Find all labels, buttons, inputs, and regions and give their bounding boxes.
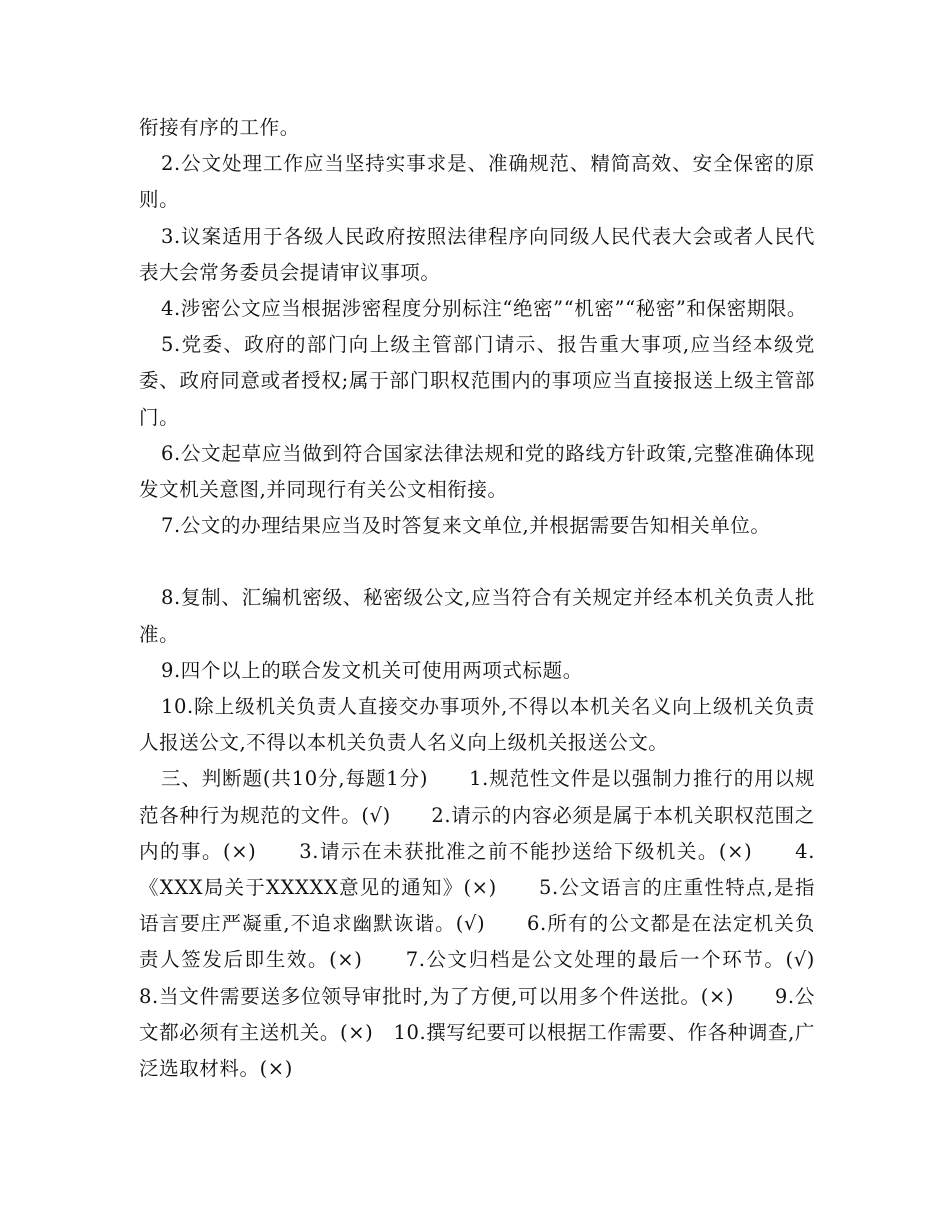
- section-true-false-questions: 三、判断题(共10分,每题1分) 1.规范性文件是以强制力推行的用以规范各种行为规范的文件。(√) 2.请示的内容必须是属于本机关职权范围之内的事。(×) 3.请示在未获批准之前不能抄送给下级机关。(×) 4.《XXX局关于XXXXX意见的通知》(×) 5.公文语言的庄重性特点,是指语言要庄严凝重,不追求幽默诙谐。(√) 6.所有的公文都是在法定机关负责人签发后即生效。(×) 7.公文归档是公文处理的最后一个环节。(√) 8.当文件需要送多位领导审批时,为了方便,可以用多个件送批。(×) 9.公文都必须有主送机关。(×) 10.撰写纪要可以根据工作需要、作各种调查,广泛选取材料。(×): [139, 767, 856, 1081]
- document-body: [139, 110, 856, 1087]
- paragraph-item-9: 9.四个以上的联合发文机关可使用两项式标题。: [161, 658, 583, 682]
- paragraph-item-6: 6.公文起草应当做到符合国家法律法规和党的路线方针政策,完整准确体现发文机关意图,并同现行有关公文相衔接。: [139, 441, 815, 502]
- paragraph-item-8: 8.复制、汇编机密级、秘密级公文,应当符合有关规定并经本机关负责人批准。: [139, 586, 815, 646]
- paragraph-item-4: 4.涉密公文应当根据涉密程度分别标注“绝密”“机密”“秘密”和保密期限。: [161, 297, 808, 321]
- paragraph-item-5: 5.党委、政府的部门向上级主管部门请示、报告重大事项,应当经本级党委、政府同意或者授权;属于部门职权范围内的事项应当直接报送上级主管部门。: [139, 333, 815, 429]
- paragraph-item-3: 3.议案适用于各级人民政府按照法律程序向同级人民代表大会或者人民代表大会常务委员会提请审议事项。: [139, 224, 815, 284]
- paragraph-item-10: 10.除上级机关负责人直接交办事项外,不得以本机关名义向上级机关负责人报送公文,不得以本机关负责人名义向上级机关报送公文。: [139, 695, 815, 755]
- paragraph-item-2: 2.公文处理工作应当坚持实事求是、准确规范、精简高效、安全保密的原则。: [139, 152, 815, 212]
- paragraph-continuation: 衔接有序的工作。: [139, 116, 300, 139]
- paragraph-item-7: 7.公文的办理结果应当及时答复来文单位,并根据需要告知相关单位。: [161, 514, 771, 538]
- blank-line: [139, 544, 815, 580]
